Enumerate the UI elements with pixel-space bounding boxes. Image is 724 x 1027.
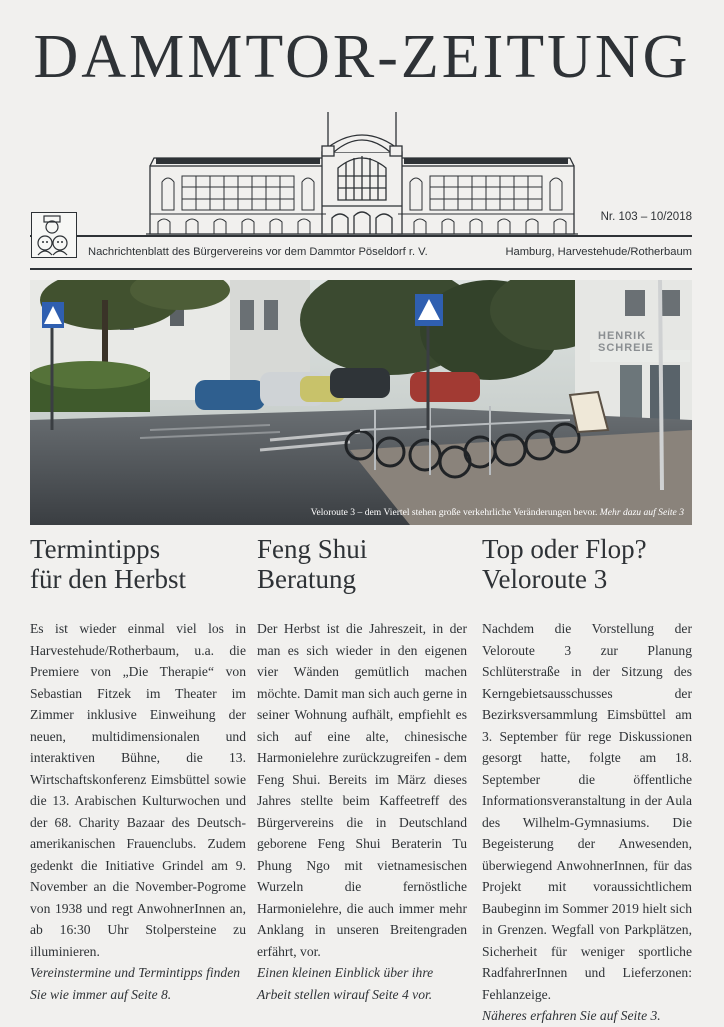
article-feng-shui: [257, 534, 467, 1005]
article-body: Es ist wieder einmal viel los in Harvestehude/Rotherbaum, u.a. die Premiere von „Die Therapie“ von Sebastian Fitzek im Theater im Zimmer inklusive Einweihung der neuen, multidimensionalen und interaktiven Bühne, die 13. Wirtschaftskonferenz Eimsbüttel sowie die 13. Arabischen Kulturwochen und der 68. Charity Bazaar des Deutsch-amerikanischen Frauenclubs. Zudem gedenkt die Initiative Grindel am 9. November an die November-Pogrome von 1938 und regt AnwohnerInnen an, ab 16:30 Uhr Stolpersteine zu illuminieren.: [30, 621, 246, 959]
headline-line-1: Top oder Flop?: [482, 534, 647, 564]
article-headline: [257, 534, 467, 596]
street-photo: [30, 280, 692, 525]
masthead-title: DAMMTOR-ZEITUNG: [33, 23, 691, 91]
article-reference: Einen kleinen Einblick über ihre Arbeit stellen wirauf Seite 4 vor.: [257, 965, 434, 1002]
headline-line-1: Termintipps: [30, 534, 161, 564]
publisher-location: Hamburg, Harvestehude/Rotherbaum: [505, 246, 692, 258]
article-reference: Näheres erfahren Sie auf Seite 3.: [482, 1008, 661, 1023]
headline-line-2: Veloroute 3: [482, 564, 608, 594]
photo-caption: [311, 507, 684, 518]
publisher-name: Nachrichtenblatt des Bürgervereins vor dem Dammtor Pöseldorf r. V.: [88, 246, 428, 258]
article-body: Der Herbst ist die Jahreszeit, in der man es sich wieder in den eigenen vier Wänden gemütlich machen möchte. Damit man sich auch gerne in seiner Wohnung aufhält, empfiehlt es sich auf eine alte, chinesische Harmonielehre zurückzugreifen - dem Feng Shui. Bereits im März dieses Jahres stellte beim Kaffeetreff des Bürgervereins die in Deutschland geborene Feng Shui Beraterin Tu Phung Ngo mit vietnamesischen Wurzeln die fernöstliche Harmonielehre, die auch immer mehr Anklang in unseren Breitengraden erfährt, vor.: [257, 621, 467, 959]
photo-caption-link[interactable]: Mehr dazu auf Seite 3: [599, 507, 684, 518]
photo-caption-text: Veloroute 3 – dem Viertel stehen große verkehrliche Veränderungen bevor.: [310, 507, 598, 518]
headline-line-2: Beratung: [257, 564, 356, 594]
article-reference: Vereinstermine und Termintipps finden Sie wie immer auf Seite 8.: [30, 965, 241, 1002]
header-rule-bottom: [30, 268, 692, 270]
publisher-line: [88, 246, 692, 258]
headline-line-2: für den Herbst: [30, 564, 186, 594]
dammtor-building-illustration: [146, 110, 578, 236]
article-termintipps: [30, 534, 246, 1005]
article-headline: [482, 534, 692, 596]
header-rule-top: [30, 235, 692, 237]
article-body: Nachdem die Vorstellung der Veloroute 3 zur Planung Schlüterstraße in der Sitzung des Kerngebietsausschusses der Bezirksversammlung Eimsbüttel am 3. September für rege Diskussionen gesorgt hatte, folgte am 18. September die öffentliche Informationsveranstaltung in der Aula des Wilhelm-Gymnasiums. Die Begeisterung der Anwesenden, überwiegend AnwohnerInnen, für das Projekt mit voraussichtlichem Baubeginn im Sommer 2019 hielt sich in Grenzen. Wegfall von Parkplätzen, Sicherheit für weniger sportliche RadfahrerInnen und Lieferzonen: Fehlanzeige.: [482, 621, 692, 1002]
buergerverein-logo: [31, 212, 77, 258]
headline-line-1: Feng Shui: [257, 534, 368, 564]
shop-sign: HENRIK SCHREIE: [598, 330, 654, 354]
issue-number: Nr. 103 – 10/2018: [600, 211, 692, 223]
article-veloroute: [482, 534, 692, 1027]
article-headline: [30, 534, 246, 596]
